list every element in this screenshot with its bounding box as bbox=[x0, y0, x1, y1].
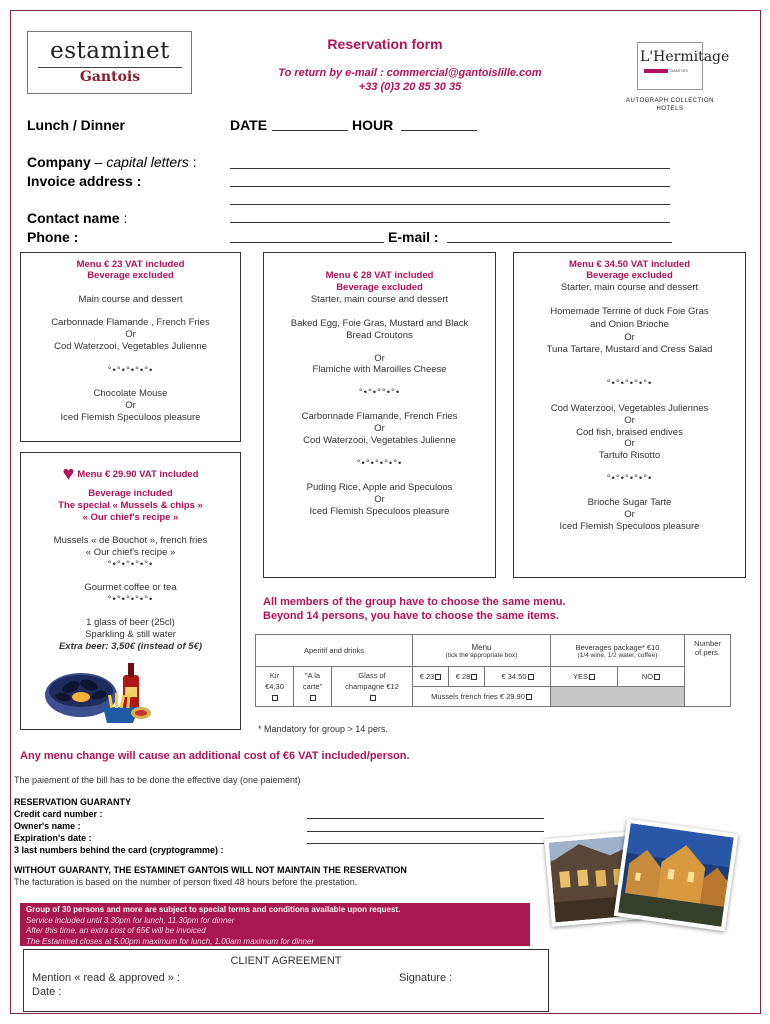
menu-34-box bbox=[513, 252, 746, 578]
menu-29-chef: « Our chief's recipe » bbox=[82, 512, 179, 523]
menu-23-or: Or bbox=[125, 400, 136, 411]
menu-28-item: Cod Waterzooi, Vegetables Julienne bbox=[303, 435, 456, 446]
carte-label: carte" bbox=[302, 682, 323, 691]
menu-29-item: Mussels « de Bouchot », french fries bbox=[53, 535, 208, 546]
menu-29-beverage: Beverage included bbox=[88, 488, 173, 499]
company-colon: : bbox=[192, 154, 197, 170]
menu-28-checkbox[interactable] bbox=[471, 674, 477, 680]
number-header-text: Number bbox=[694, 639, 721, 648]
lunch-dinner-label: Lunch / Dinner bbox=[27, 117, 125, 133]
owner-field[interactable] bbox=[307, 831, 544, 832]
banner-line: Group of 30 persons and more are subject to special terms and conditions available upon request. bbox=[26, 905, 401, 914]
menu-28-course: Starter, main course and dessert bbox=[310, 294, 449, 305]
menu-29-box bbox=[20, 452, 241, 730]
menu-29-item: 1 glass of beer (25cl) bbox=[86, 617, 175, 628]
beverage-no-checkbox[interactable] bbox=[654, 674, 660, 680]
company-text: Company bbox=[27, 154, 91, 170]
card-number-label: Credit card number : bbox=[14, 809, 103, 819]
menu-34-item: Cod fish, braised endives bbox=[576, 427, 683, 438]
expiry-field[interactable] bbox=[307, 843, 544, 844]
number-header bbox=[685, 635, 731, 707]
guaranty-section bbox=[14, 796, 224, 856]
owner-label: Owner's name : bbox=[14, 821, 81, 831]
menu-29-extra: Extra beer: 3,50€ (instead of 5€) bbox=[58, 641, 203, 652]
agreement-title: CLIENT AGREEMENT bbox=[230, 955, 342, 967]
kir-cell[interactable] bbox=[256, 667, 294, 707]
date-field[interactable] bbox=[272, 130, 348, 131]
menu-28-beverage: Beverage excluded bbox=[336, 282, 423, 293]
conditions-banner bbox=[20, 903, 530, 946]
menu-23-box bbox=[20, 252, 241, 442]
menu-28-title: Menu € 28 VAT included bbox=[325, 270, 434, 281]
hour-label: HOUR bbox=[352, 117, 394, 133]
kir-label: Kir bbox=[269, 671, 280, 680]
menu-29-item: Gourmet coffee or tea bbox=[84, 582, 177, 593]
notice-line: All members of the group have to choose the same menu. bbox=[263, 596, 566, 608]
menu-change-warning: Any menu change will cause an additional cost of €6 VAT included/person. bbox=[20, 750, 410, 762]
card-number-field[interactable] bbox=[307, 818, 544, 819]
menu-29-dots: °•°•°•°•°• bbox=[107, 559, 154, 570]
kir-checkbox[interactable] bbox=[272, 695, 278, 701]
beverage-no-label: NO bbox=[641, 672, 654, 681]
agreement-date-label: Date : bbox=[32, 986, 62, 998]
company-hint: capital letters bbox=[106, 154, 189, 170]
return-phone: +33 (0)3 20 85 30 35 bbox=[358, 81, 462, 93]
mussels-checkbox[interactable] bbox=[526, 694, 532, 700]
banner-line: After this time, an extra cost of 65€ will be invoiced bbox=[26, 926, 206, 935]
mussels-illustration bbox=[41, 661, 161, 725]
menu-23-cell[interactable] bbox=[413, 667, 449, 687]
menu-28-or: Or bbox=[374, 494, 385, 505]
signature-label: Signature : bbox=[399, 972, 453, 984]
menu-34-title: Menu € 34.50 VAT included bbox=[568, 259, 691, 270]
email-field[interactable] bbox=[447, 242, 672, 243]
menu-28-item: Bread Croutons bbox=[346, 330, 413, 341]
mussels-option: Mussels french fries € 29.90 bbox=[431, 692, 525, 701]
menu-34-item: Cod Waterzooi, Vegetables Juliennes bbox=[550, 403, 709, 414]
menu-34-dots: °•°•°•°•°• bbox=[606, 473, 653, 484]
menu-29-special: The special « Mussels & chips » bbox=[58, 500, 203, 511]
beverage-yes-cell[interactable] bbox=[551, 667, 618, 687]
contact-colon: : bbox=[123, 210, 128, 226]
menu-28-or: Or bbox=[374, 353, 385, 364]
menu-28-dots: °•°•°°•°• bbox=[358, 387, 401, 398]
logo-bar bbox=[644, 69, 668, 73]
menu-23-beverage: Beverage excluded bbox=[87, 270, 174, 281]
beverage-na-cell bbox=[551, 687, 685, 707]
phone-label: Phone : bbox=[27, 229, 79, 245]
menu-header-sub: (tick the appropriate box) bbox=[445, 651, 518, 659]
beverage-yes-checkbox[interactable] bbox=[589, 674, 595, 680]
menu-34-cell[interactable] bbox=[485, 667, 551, 687]
menu-28-item: Baked Egg, Foie Gras, Mustard and Black bbox=[290, 318, 469, 329]
menu-34-beverage: Beverage excluded bbox=[586, 270, 673, 281]
mandatory-note: * Mandatory for group > 14 pers. bbox=[258, 724, 388, 734]
hour-field[interactable] bbox=[401, 130, 477, 131]
email-label: E-mail : bbox=[388, 229, 439, 245]
glass-label: Glass of bbox=[358, 671, 386, 680]
menu-23-item: Carbonnade Flamande , French Fries bbox=[51, 317, 210, 328]
menu-23-or: Or bbox=[125, 329, 136, 340]
menu-34-option: € 34.50 bbox=[501, 672, 527, 681]
without-guaranty-warning: WITHOUT GUARANTY, THE ESTAMINET GANTOIS WILL NOT MAINTAIN THE RESERVATION bbox=[14, 865, 407, 875]
menu-34-item: Iced Flemish Speculoos pleasure bbox=[559, 521, 700, 532]
menu-29-title: Menu € 29.90 VAT included bbox=[77, 469, 199, 480]
menu-28-item: Iced Flemish Speculoos pleasure bbox=[309, 506, 450, 517]
mussels-cell[interactable] bbox=[413, 687, 551, 707]
guaranty-title: RESERVATION GUARANTY bbox=[14, 797, 132, 807]
banner-line: Service included until 3.30pm for lunch, 11.30pm for dinner bbox=[26, 915, 235, 925]
menu-28-option: € 28 bbox=[455, 672, 471, 681]
menu-34-item: Homemade Terrine of duck Foie Gras bbox=[550, 306, 709, 317]
heart-icon: ♥ bbox=[62, 463, 75, 485]
menu-29-dots: °•°•°•°•°• bbox=[107, 594, 154, 605]
hermitage-photo-image bbox=[618, 823, 734, 927]
a-la-carte-checkbox[interactable] bbox=[310, 695, 316, 701]
menu-23-item: Iced Flemish Speculoos pleasure bbox=[60, 412, 201, 423]
menu-34-dots: °•°•°•°•°• bbox=[606, 378, 653, 389]
logo-subtext: GANTOIS bbox=[670, 68, 688, 73]
menu-34-item: Tartufo Risotto bbox=[598, 450, 661, 461]
logo-subtext: Gantois bbox=[79, 69, 141, 85]
company-sep: – bbox=[90, 154, 107, 170]
order-table bbox=[255, 634, 731, 707]
expiry-label: Expiration's date : bbox=[14, 833, 92, 843]
menu-29-item: Sparkling & still water bbox=[85, 629, 176, 640]
mention-label: Mention « read & approved » : bbox=[32, 972, 180, 984]
menu-34-or: Or bbox=[624, 509, 635, 520]
champagne-checkbox[interactable] bbox=[370, 695, 376, 701]
menu-23-item: Chocolate Mouse bbox=[93, 388, 168, 399]
payment-note: The paiement of the bill has to be done the effective day (one paiement) bbox=[14, 775, 301, 785]
beverage-header bbox=[551, 635, 685, 667]
contact-text: Contact name bbox=[27, 210, 120, 226]
menu-23-checkbox[interactable] bbox=[435, 674, 441, 680]
menu-23-course: Main course and dessert bbox=[78, 294, 183, 305]
menu-28-box bbox=[263, 252, 496, 578]
invoice-label: Invoice address : bbox=[27, 173, 142, 189]
menu-34-item: Brioche Sugar Tarte bbox=[587, 497, 672, 508]
menu-23-option: € 23 bbox=[419, 672, 435, 681]
estaminet-logo bbox=[27, 31, 192, 94]
hermitage-photo bbox=[614, 819, 739, 932]
menu-28-item: Puding Rice, Apple and Speculoos bbox=[306, 482, 453, 493]
champagne-label: champagne €12 bbox=[345, 682, 399, 691]
menu-34-or: Or bbox=[624, 415, 635, 426]
company-field[interactable] bbox=[230, 168, 670, 169]
menu-28-or: Or bbox=[374, 423, 385, 434]
page-title: Reservation form bbox=[327, 36, 443, 52]
menu-23-title: Menu € 23 VAT included bbox=[76, 259, 185, 270]
contact-field[interactable] bbox=[230, 222, 670, 223]
hermitage-logo bbox=[637, 42, 730, 90]
logo-text: estaminet bbox=[50, 38, 170, 64]
logo-divider bbox=[38, 67, 182, 68]
menu-header bbox=[413, 635, 551, 667]
menu-header-text: Menu bbox=[471, 642, 492, 652]
ala-label: "A la bbox=[304, 671, 321, 680]
company-label bbox=[27, 154, 197, 170]
group-notice bbox=[263, 595, 643, 623]
logo-text: L'Hermitage bbox=[640, 49, 730, 65]
beverage-header-sub: (1/4 wine, 1/2 water, coffee) bbox=[577, 651, 658, 659]
return-info bbox=[220, 66, 600, 94]
menu-34-course: Starter, main course and dessert bbox=[560, 282, 699, 293]
autograph-text: AUTOGRAPH COLLECTION bbox=[626, 98, 714, 104]
menu-23-dots: °•°•°•°•°• bbox=[107, 365, 154, 376]
autograph-logo bbox=[620, 97, 720, 113]
kir-price: €4.30 bbox=[265, 682, 284, 691]
menu-28-item: Flamiche with Maroilles Cheese bbox=[312, 364, 447, 375]
menu-28-dots: °•°•°•°•°• bbox=[356, 458, 403, 469]
menu-28-cell[interactable] bbox=[449, 667, 485, 687]
menu-34-item: and Onion Brioche bbox=[590, 319, 669, 330]
number-header-sub: of pers. bbox=[694, 648, 720, 657]
autograph-sub: HOTELS bbox=[656, 106, 684, 112]
beverage-no-cell[interactable] bbox=[618, 667, 685, 687]
date-label: DATE bbox=[230, 117, 268, 133]
menu-29-title-row bbox=[21, 463, 240, 485]
aperitif-header: Aperitif and drinks bbox=[256, 635, 413, 667]
banner-line: The Estaminet closes at 5.00pm maximum for lunch, 1.00am maximum for dinner bbox=[26, 936, 315, 946]
contact-label bbox=[27, 210, 127, 226]
beverage-header-text: Beverages package* €10 bbox=[575, 642, 660, 652]
menu-29-item: « Our chief's recipe » bbox=[85, 547, 176, 558]
a-la-carte-cell[interactable] bbox=[294, 667, 332, 707]
menu-34-checkbox[interactable] bbox=[528, 674, 534, 680]
menu-28-item: Carbonnade Flamande, French Fries bbox=[301, 411, 458, 422]
invoice-field-2[interactable] bbox=[230, 204, 670, 205]
beverage-yes-label: YES bbox=[572, 672, 588, 681]
return-email[interactable]: To return by e-mail : commercial@gantoislille.com bbox=[278, 67, 542, 79]
notice-line: Beyond 14 persons, you have to choose the same items. bbox=[263, 610, 559, 622]
invoice-field-1[interactable] bbox=[230, 186, 670, 187]
client-agreement-box bbox=[23, 949, 549, 1012]
menu-34-item: Tuna Tartare, Mustard and Cress Salad bbox=[546, 344, 713, 355]
menu-34-or: Or bbox=[624, 332, 635, 343]
crypto-label: 3 last numbers behind the card (cryptogramme) : bbox=[14, 845, 224, 855]
phone-field[interactable] bbox=[230, 242, 384, 243]
menu-23-item: Cod Waterzooi, Vegetables Julienne bbox=[54, 341, 207, 352]
champagne-cell[interactable] bbox=[332, 667, 413, 707]
facturation-note: The facturation is based on the number of person fixed 48 hours before the prestation. bbox=[14, 877, 358, 887]
menu-34-or: Or bbox=[624, 438, 635, 449]
